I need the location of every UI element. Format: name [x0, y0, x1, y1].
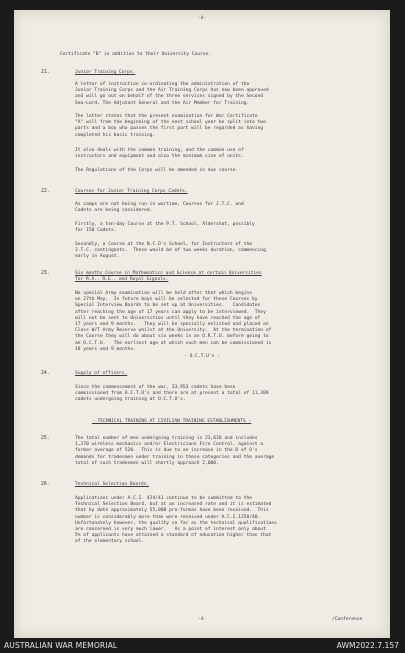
paragraph: A letter of instruction co-ordinating the administration of the Junior Training Corps and the Air Training Corps has now been approved and will go out on behalf of the three services signed by the Second Sea-Lord, The Adjutant General and the Air Member for Training.	[75, 82, 269, 106]
page-number-footer: -4-	[197, 617, 207, 622]
section-number: 25.	[41, 436, 50, 441]
archive-reference: AWM2022.7.157	[336, 641, 399, 650]
section-title: Six months Course in Mathematics and Science at certain Universities for R.A., R.E., and Royal Signals.	[75, 271, 262, 283]
section-number: 26.	[41, 482, 50, 487]
paragraph: Secondly, a Course at the N.C.O's School, for Instructors of the J.T.C. contingents. These would be of two weeks duration, commencing early in August.	[75, 242, 266, 260]
paragraph: Applications under A.C.I. 424/41 continue to be submitted to the Technical Selection Board, but at an increased rate and it is estimated that by date approximately 55,000 pro-formas have been received. This number is considerably more than were received under A.C.I.1258/40. Unfortunately however, the quality so far as the technical qualifications are concerned is very much lower. As a point of interest only about 5% of applicants have attained a standard of education higher than that of the elementary school.	[75, 496, 277, 545]
section-number: 22.	[41, 189, 50, 194]
paragraph: Firstly, a ten-day Course at the P.T. School, Aldershot, possibly for 150 Cadets.	[75, 222, 255, 234]
document-page	[14, 10, 390, 638]
section-number: 24.	[41, 371, 50, 376]
page-number-header: -4-	[197, 16, 207, 21]
section-number: 21.	[41, 70, 50, 75]
paragraph: The total number of men undergoing training is 23,618 and includes 1,270 wireless mechanics and/or Electricians Fire Control, against a former average of 520. This is due to an increase in the D of O's demands for tradesmen under training in these categories and the average total of such tradesmen will shortly approach 2,000.	[75, 436, 275, 466]
section-title: Supply of officers.	[75, 371, 128, 376]
section-title: Junior Training Corps.	[75, 70, 136, 75]
section-number: 23.	[41, 271, 50, 276]
technical-heading: - TECHNICAL TRAINING AT CIVILIAN TRAINING ESTABLISHMENTS -	[92, 419, 252, 424]
archive-footer-bar	[0, 638, 405, 653]
section-title: Technical Selection Boards.	[75, 482, 150, 487]
archive-name: AUSTRALIAN WAR MEMORIAL	[4, 641, 118, 650]
paragraph: The Regulations of the Corps will be amended in due course.	[75, 168, 239, 173]
continuation-catchword: /Conference	[332, 617, 363, 622]
paragraph: The letter states that the present examination for War Certificate "A" will from the beginning of the next school year be split into two parts and a boy who passes the first part will be regarded as having completed his basic training.	[75, 114, 266, 138]
paragraph: Since the commencement of the war, 33,953 cadets have been commissioned from O.C.T.U's and there are at present a total of 11,309 cadets undergoing training at O.C.T.U's.	[75, 385, 269, 403]
paragraph: As camps are not being run in wartime, Courses for J.T.C. and Cadets are being considered.	[75, 202, 244, 214]
paragraph: It also deals with the common training, and the common use of instructors and equipment and also the minimum size of units.	[75, 148, 244, 160]
section-title: Courses for Junior Training Corps Cadets.	[75, 189, 188, 194]
paragraph: No special Army examination will be held after that which begins on 27th May. In future boys will be selected for these Courses by Special Interview Boards to be set up at Universities. Candidates after reaching the age of 17 years can apply to be interviewed. They will not be sent to Universities until they have reached the age of 17 years and 9 months. They will be specially enlisted and placed on Class W/T Army Reserve whilst at the University. At the termination of the Course they will do about six weeks in an O.R.T.U. before going to an O.C.T.U. The earliest age at which such men can be commissioned is 18 years and 9 months.	[75, 291, 272, 352]
octu-heading: - O.C.T.U's -	[184, 354, 220, 359]
intro-line: Certificate "B" in addition to their University Course.	[60, 52, 212, 57]
